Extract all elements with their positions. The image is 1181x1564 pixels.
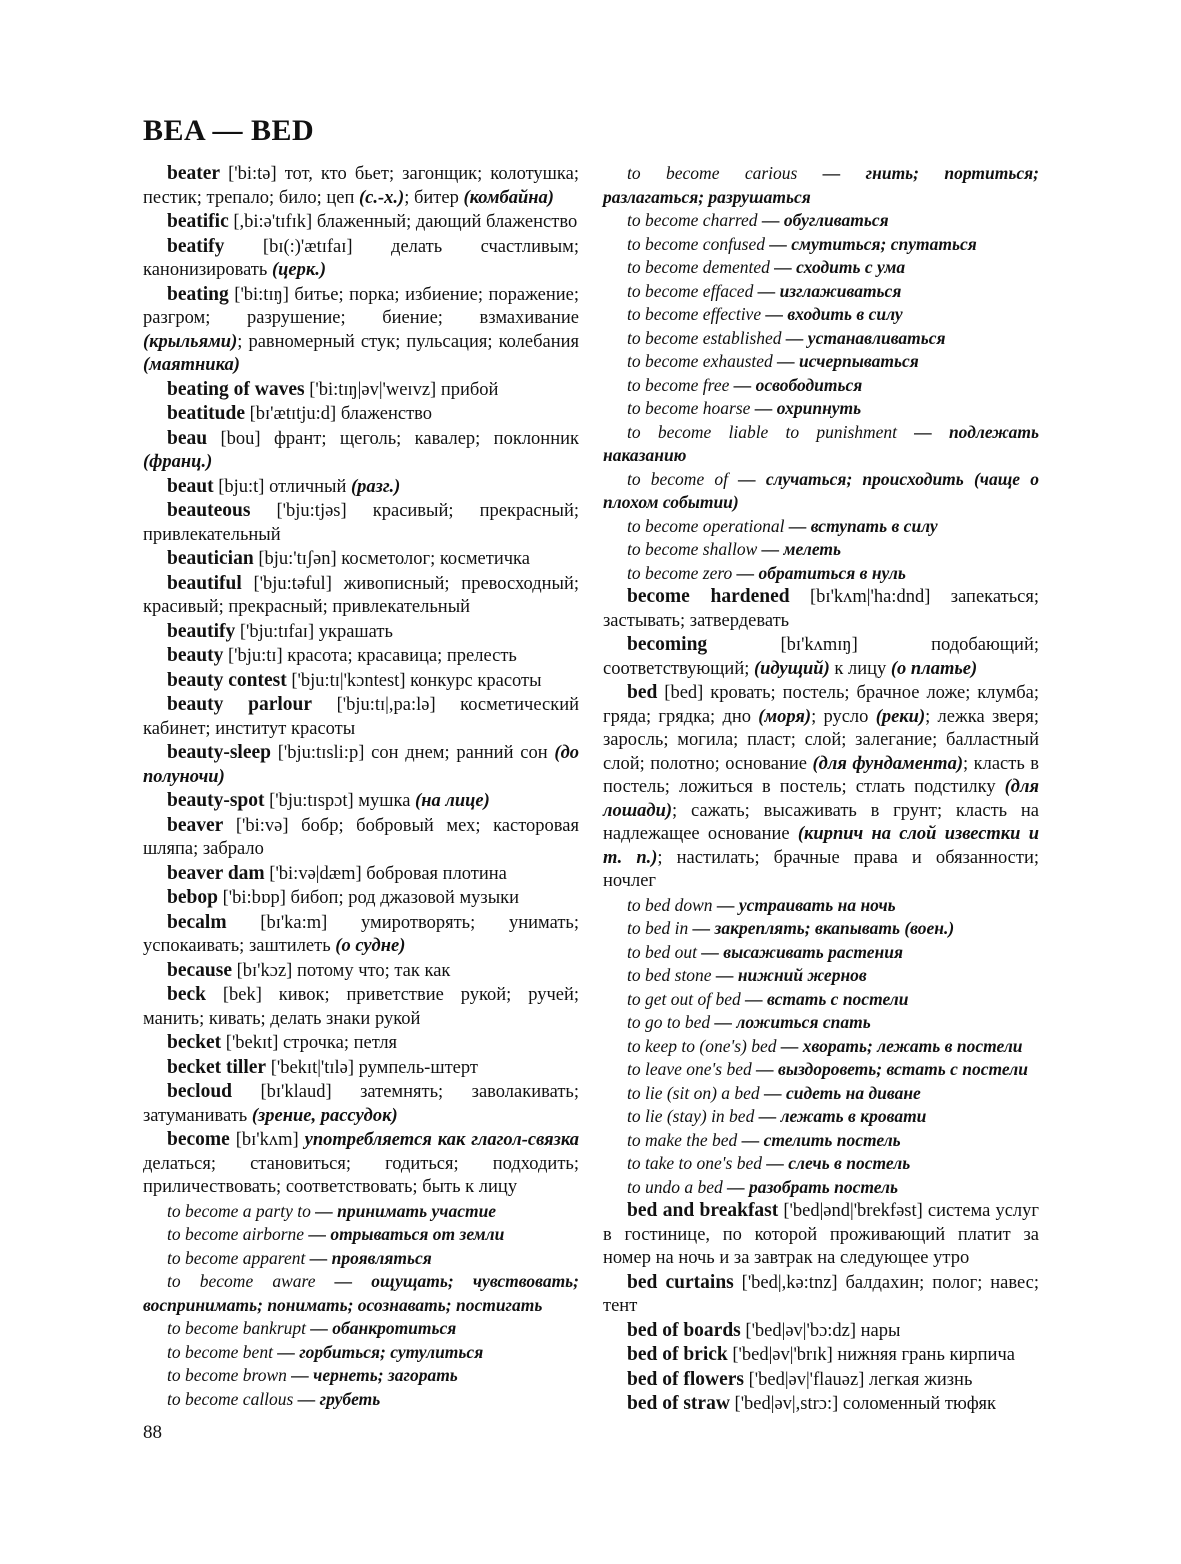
entry-text: ['bed|,kə:tnz] балдахин; полог; навес; тент (603, 1272, 1039, 1316)
dictionary-entry (143, 741, 579, 789)
entry-text: [bɪ'klaud] затемнять; заволакивать; затуманивать (143, 1082, 579, 1126)
entry-headword: beautician (167, 548, 254, 569)
entry-text: [bou] франт; щеголь; кавалер; поклонник (207, 428, 579, 449)
usage-example (143, 1317, 579, 1341)
entry-note: (комбайна) (463, 187, 554, 208)
example-translation: — чернеть; загорать (286, 1365, 458, 1385)
usage-example (143, 1270, 579, 1317)
right-examples-top (603, 162, 1039, 585)
dictionary-entry (143, 283, 579, 378)
dictionary-entry (603, 1343, 1039, 1368)
entry-headword: bed and breakfast (627, 1200, 779, 1221)
example-translation: — освободиться (729, 374, 863, 395)
entry-text: ['bi:və] бобр; бобровый мех; касторовая шляпа; забрало (143, 815, 579, 859)
entry-headword: become hardened (627, 586, 790, 607)
entry-note: (до полуночи) (143, 743, 579, 787)
dictionary-entry (603, 1319, 1039, 1344)
example-translation: — горбиться; сутулиться (272, 1341, 484, 1362)
entry-text: ['bi:və|dæm] бобровая плотина (264, 863, 507, 884)
usage-example (603, 1058, 1039, 1082)
right-entries-end (603, 1199, 1039, 1417)
entry-text: ['bed|əv|'flauəz] легкая жизнь (743, 1369, 973, 1390)
entry-headword: bed of flowers (627, 1368, 744, 1390)
page-number: 88 (143, 1422, 162, 1443)
dictionary-entry (143, 814, 579, 862)
usage-example (603, 327, 1039, 351)
entry-text: [bek] кивок; приветствие рукой; ручей; манить; кивать; делать знаки рукой (143, 985, 579, 1029)
usage-example (143, 1247, 579, 1271)
example-translation: — исчерпываться (772, 351, 919, 371)
entry-headword: bed (627, 682, 658, 703)
dictionary-entry (603, 681, 1039, 894)
dictionary-entry (143, 427, 579, 475)
example-phrase: to become charred (627, 210, 758, 230)
dictionary-entry (143, 547, 579, 572)
dictionary-entry (143, 644, 579, 669)
entry-headword: bed of brick (627, 1344, 728, 1365)
entry-headword: bed curtains (627, 1271, 734, 1293)
entry-headword: beautify (167, 620, 236, 642)
entry-text: ['bju:tɪspɔt] мушка (264, 791, 416, 811)
entry-headword: becket tiller (167, 1056, 267, 1078)
dictionary-entry (143, 862, 579, 887)
entry-text: ['bed|əv|'bɔ:dz] нары (740, 1320, 901, 1341)
example-translation: — мелеть (757, 539, 841, 559)
entry-text: [,bi:ə'tɪfɪk] блаженный; дающий блаженство (228, 212, 578, 232)
example-phrase: to keep to (one's) bed (627, 1035, 777, 1056)
example-translation: — входить в силу (761, 304, 903, 324)
entry-text: ['bi:bɒp] бибоп; род джазовой музыки (217, 888, 520, 908)
example-phrase: to become carious (627, 163, 798, 183)
usage-example (603, 421, 1039, 468)
entry-headword: beauty contest (167, 669, 287, 691)
entry-text: ['bed|əv|'brɪk] нижняя грань кирпича (727, 1345, 1015, 1365)
example-phrase: to become apparent (167, 1247, 306, 1268)
entry-headword: beauty parlour (167, 694, 313, 715)
example-phrase: to bed stone (627, 965, 712, 985)
entry-headword: becoming (627, 634, 708, 655)
example-translation: — обанкротиться (306, 1318, 457, 1338)
example-phrase: to lie (stay) in bed (627, 1106, 755, 1126)
example-phrase: to become established (627, 327, 782, 348)
example-translation: — закреплять; вкапывать (воен.) (688, 918, 955, 938)
usage-example (603, 397, 1039, 421)
example-phrase: to become bent (167, 1341, 273, 1362)
right-examples-bed (603, 894, 1039, 1200)
usage-example (603, 1011, 1039, 1035)
usage-example (603, 988, 1039, 1012)
entry-note: (моря) (758, 706, 812, 727)
example-phrase: to become bankrupt (167, 1318, 306, 1338)
example-translation: — обратиться в нуль (732, 562, 906, 583)
example-phrase: to get out of bed (627, 988, 741, 1009)
entry-headword: becalm (167, 911, 227, 933)
entry-note: (франц.) (143, 452, 213, 472)
entry-note: (о платье) (890, 658, 978, 679)
usage-example (143, 1341, 579, 1365)
entry-text: [bɪ'kʌm] (229, 1130, 305, 1150)
example-phrase: to become callous (167, 1388, 294, 1409)
entry-text: к лицу (829, 658, 891, 679)
entry-note: (кирпич на слой известки и т. п.) (603, 824, 1039, 868)
example-translation: — хворать; лежать в постели (776, 1035, 1023, 1056)
entry-text: ['bju:tɪ|,pa:lə] косметический кабинет; институт красоты (143, 695, 579, 739)
entry-headword: beauty (167, 645, 224, 666)
example-phrase: to become airborne (167, 1224, 305, 1244)
example-phrase: to become of (627, 468, 728, 489)
entry-headword: beaver (167, 814, 224, 836)
entry-text: [bɪ'ætɪtju:d] блаженство (245, 404, 433, 424)
example-phrase: to bed down (627, 894, 713, 915)
entry-headword: beatify (167, 235, 225, 257)
usage-example (603, 562, 1039, 586)
example-phrase: to make the bed (627, 1129, 738, 1150)
entry-headword: bebop (167, 887, 218, 908)
usage-example (603, 1176, 1039, 1200)
usage-example (603, 941, 1039, 965)
entry-note: (разг.) (351, 476, 401, 497)
entry-text: [bɪ(:)'ætɪfaɪ] делать счастливым; канонизировать (143, 236, 579, 280)
entry-headword: because (167, 959, 232, 981)
usage-example (603, 162, 1039, 209)
example-phrase: to lie (sit on) a bed (627, 1082, 760, 1103)
entry-headword: beatitude (167, 403, 245, 424)
usage-example (603, 1035, 1039, 1059)
example-translation: — устраивать на ночь (712, 894, 896, 915)
entry-text: ; лежка зверя; заросль; могила; пласт; слой; залегание; балластный слой; полотно; основание (603, 706, 1039, 774)
entry-headword: bed of boards (627, 1319, 741, 1341)
example-phrase: to become effaced (627, 280, 754, 301)
example-phrase: to become zero (627, 562, 733, 583)
example-translation: — устанавливаться (781, 327, 946, 348)
entry-text: ['bekɪt|'tɪlə] румпель-штерт (266, 1057, 478, 1078)
dictionary-entry (603, 1271, 1039, 1319)
example-translation: — охрипнуть (750, 398, 862, 418)
usage-example (603, 209, 1039, 233)
entry-note: (реки) (875, 706, 926, 727)
entry-headword: beaver dam (167, 862, 265, 884)
dictionary-entry (143, 378, 579, 403)
example-phrase: to bed in (627, 918, 689, 938)
example-phrase: to become aware (167, 1271, 316, 1291)
dictionary-entry (143, 162, 579, 210)
entry-text: [bɪ'ka:m] умиротворять; унимать; успокаивать; заштилеть (143, 912, 579, 956)
entry-text: ; настилать; брачные права и обязанности; ночлег (603, 847, 1039, 891)
entry-text: ['bekɪt] строчка; петля (221, 1033, 398, 1053)
entry-headword: beater (167, 163, 221, 184)
left-entries (143, 162, 579, 1200)
right-column (603, 162, 1039, 1417)
example-translation: — смутиться; спутаться (765, 233, 977, 254)
example-phrase: to bed out (627, 941, 697, 962)
example-translation: — гнить; портиться; разлагаться; разрушаться (603, 163, 1039, 207)
example-translation: — ложиться спать (710, 1012, 871, 1032)
dictionary-entry (143, 499, 579, 547)
entry-headword: beating of waves (167, 378, 305, 400)
entry-text: ['bju:tɪfaɪ] украшать (235, 621, 393, 642)
dictionary-entry (143, 235, 579, 283)
entry-note: (для фундамента) (812, 753, 963, 774)
dictionary-entry (143, 572, 579, 620)
entry-text: [bju:t] отличный (213, 476, 352, 497)
entry-note: (о судне) (335, 936, 406, 956)
dictionary-entry (143, 789, 579, 814)
entry-text: [bɪ'kɔz] потому что; так как (232, 960, 451, 981)
entry-text: ['bed|ənd|'brekfəst] система услуг в гостинице, по которой проживающий платит за номер на ночь и за завтрак на следующее утро (603, 1201, 1039, 1268)
entry-headword: beck (167, 984, 206, 1005)
entry-note: употребляется как глагол-связка (304, 1130, 580, 1150)
usage-example (603, 1152, 1039, 1176)
example-translation: — нижний жернов (711, 965, 867, 985)
example-translation: — слечь в постель (761, 1153, 911, 1173)
example-translation: — случаться; происходить (чаще о плохом событии) (603, 468, 1039, 512)
entry-headword: beatific (167, 211, 229, 232)
dictionary-entry (143, 475, 579, 500)
dictionary-entry (603, 633, 1039, 681)
dictionary-entry (143, 669, 579, 694)
entry-text: ; равномерный стук; пульсация; колебания (237, 331, 579, 352)
right-entries-mid (603, 585, 1039, 894)
entry-headword: beautiful (167, 572, 242, 594)
usage-example (603, 515, 1039, 539)
example-translation: — отрываться от земли (304, 1224, 505, 1244)
dictionary-entry (603, 1368, 1039, 1393)
entry-text: ; класть в постель; ложиться в постель; стлать подстилку (603, 753, 1039, 797)
entry-text: ['bi:tə] тот, кто бьет; загонщик; колотушка; пестик; трепало; било; цеп (143, 164, 579, 208)
usage-example (603, 1105, 1039, 1129)
entry-text: [bɪ'kʌmɪŋ] подобающий; соответствующий; (603, 635, 1039, 679)
example-translation: — вступать в силу (784, 515, 938, 536)
entry-text: ['bed|əv|,strɔ:] соломенный тюфяк (729, 1394, 996, 1414)
usage-example (603, 374, 1039, 398)
entry-text: [bju:'tɪʃən] косметолог; косметичка (253, 549, 530, 569)
dictionary-entry (143, 959, 579, 984)
usage-example (603, 280, 1039, 304)
entry-note: (с.-х.) (359, 187, 405, 208)
entry-headword: bed of straw (627, 1393, 730, 1414)
dictionary-entry (143, 402, 579, 427)
entry-text: ['bju:tɪ|'kɔntest] конкурс красоты (286, 670, 542, 691)
usage-example (603, 538, 1039, 562)
example-translation: — проявляться (305, 1247, 432, 1268)
left-column (143, 162, 579, 1411)
entry-note: (церк.) (271, 260, 327, 280)
dictionary-entry (143, 886, 579, 911)
example-translation: — ощущать; чувствовать; воспринимать; понимать; осознавать; постигать (143, 1271, 580, 1315)
entry-headword: become (167, 1129, 230, 1150)
usage-example (603, 303, 1039, 327)
entry-note: (зрение, рассудок) (251, 1105, 398, 1126)
entry-text: [bed] кровать; постель; брачное ложе; клумба; гряда; грядка; дно (603, 683, 1039, 727)
dictionary-entry (143, 1128, 579, 1200)
usage-example (603, 894, 1039, 918)
example-phrase: to become effective (627, 304, 762, 324)
dictionary-entry (143, 911, 579, 959)
example-translation: — стелить постель (737, 1129, 901, 1150)
usage-example (603, 256, 1039, 280)
example-translation: — встать с постели (740, 988, 909, 1009)
entry-text: ; русло (811, 706, 876, 727)
entry-text: ['bju:təful] живописный; превосходный; красивый; прекрасный; привлекательный (143, 573, 579, 617)
example-phrase: to leave one's bed (627, 1059, 752, 1079)
entry-note: (крыльями) (143, 331, 238, 352)
usage-example (603, 350, 1039, 374)
entry-headword: beau (167, 427, 208, 449)
entry-headword: becloud (167, 1081, 233, 1102)
dictionary-entry (603, 1392, 1039, 1417)
entry-headword: beating (167, 283, 229, 305)
usage-example (143, 1388, 579, 1412)
dictionary-entry (143, 620, 579, 645)
example-phrase: to undo a bed (627, 1176, 723, 1197)
dictionary-entry (143, 210, 579, 235)
usage-example (603, 1082, 1039, 1106)
dictionary-entry (143, 1080, 579, 1128)
example-translation: — обугливаться (757, 210, 889, 230)
entry-headword: beaut (167, 475, 214, 497)
example-phrase: to become operational (627, 515, 785, 536)
entry-note: (на лице) (415, 791, 490, 811)
example-translation: — грубеть (293, 1388, 381, 1409)
example-phrase: to take to one's bed (627, 1153, 762, 1173)
entry-text: ['bju:tɪsli:p] сон днем; ранний сон (271, 743, 555, 763)
example-translation: — разобрать постель (722, 1176, 899, 1197)
example-translation: — выздороветь; встать с постели (751, 1059, 1028, 1079)
usage-example (603, 964, 1039, 988)
example-translation: — высаживать растения (697, 941, 903, 962)
usage-example (143, 1200, 579, 1224)
example-phrase: to become exhausted (627, 351, 773, 371)
left-examples (143, 1200, 579, 1412)
entry-text: ['bju:tɪ] красота; красавица; прелесть (223, 646, 517, 666)
example-translation: — изглаживаться (753, 280, 902, 301)
example-phrase: to become free (627, 374, 730, 395)
entry-text: делаться; становиться; годиться; подходить; приличествовать; соответствовать; быть к лицу (143, 1153, 579, 1197)
entry-text: ; сажать; высаживать в грунт; класть на надлежащее основание (603, 800, 1039, 844)
example-translation: — принимать участие (310, 1200, 497, 1221)
example-translation: — сидеть на диване (759, 1082, 921, 1103)
entry-text: ; битер (404, 187, 464, 208)
dictionary-entry (603, 585, 1039, 633)
entry-headword: beauty-sleep (167, 742, 271, 763)
example-phrase: to become confused (627, 233, 766, 254)
entry-note: (для лошади) (603, 777, 1039, 821)
example-phrase: to go to bed (627, 1012, 711, 1032)
example-phrase: to become brown (167, 1365, 287, 1385)
dictionary-entry (143, 983, 579, 1031)
example-phrase: to become demented (627, 257, 770, 277)
usage-example (603, 233, 1039, 257)
example-translation: — сходить с ума (769, 257, 906, 277)
entry-text: [bɪ'kʌm|'ha:dnd] запекаться; застывать; затвердевать (603, 587, 1039, 631)
example-phrase: to become hoarse (627, 398, 751, 418)
entry-headword: beauty-spot (167, 790, 265, 811)
entry-text: ['bi:tɪŋ|əv|'weɪvz] прибой (304, 379, 499, 400)
dictionary-entry (143, 1056, 579, 1081)
example-phrase: to become a party to (167, 1200, 311, 1221)
usage-example (603, 468, 1039, 515)
entry-note: (маятника) (143, 355, 240, 375)
example-phrase: to become shallow (627, 539, 758, 559)
dictionary-entry (143, 1031, 579, 1056)
example-translation: — подлежать наказанию (603, 421, 1039, 465)
entry-text: ['bju:tjəs] красивый; прекрасный; привлекательный (143, 501, 579, 545)
entry-headword: becket (167, 1032, 222, 1053)
dictionary-entry (603, 1199, 1039, 1271)
example-phrase: to become liable to punishment (627, 421, 898, 442)
usage-example (143, 1223, 579, 1247)
usage-example (143, 1364, 579, 1388)
dictionary-entry (143, 693, 579, 741)
entry-headword: beauteous (167, 500, 251, 521)
entry-text: ['bi:tɪŋ] битье; порка; избиение; поражение; разгром; разрушение; биение; взмахивание (143, 284, 579, 328)
page-header: BEA — BED (143, 114, 315, 147)
example-translation: — лежать в кровати (754, 1106, 927, 1126)
entry-note: (идущий) (753, 658, 830, 679)
usage-example (603, 917, 1039, 941)
usage-example (603, 1129, 1039, 1153)
